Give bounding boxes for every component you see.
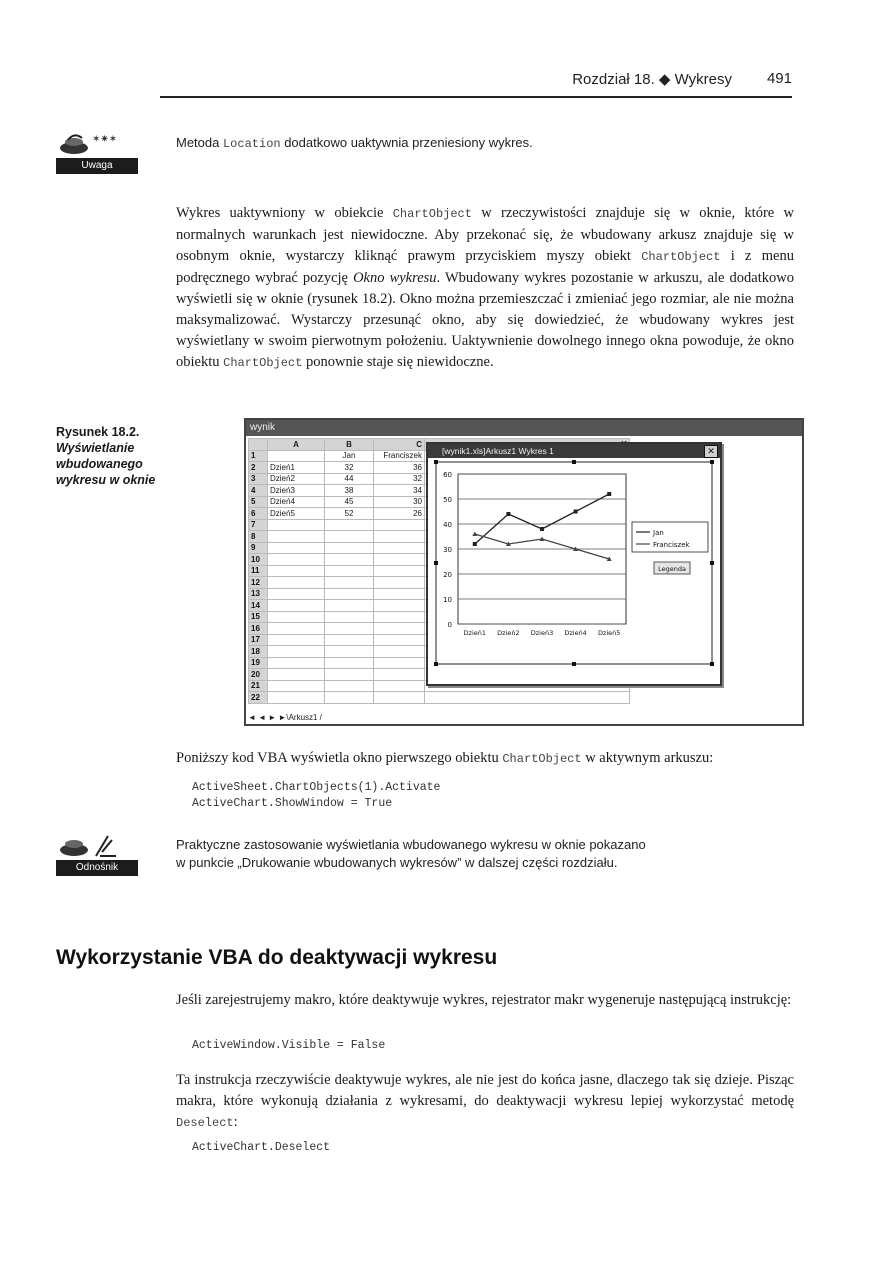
- cell[interactable]: [325, 611, 374, 623]
- section-heading: Wykorzystanie VBA do deaktywacji wykresu: [56, 946, 498, 969]
- body-paragraph: [176, 203, 794, 374]
- selection-handle: [710, 561, 714, 565]
- body-paragraph: Jeśli zarejestrujemy makro, które deaktywuje wykres, rejestrator makr wygeneruje następującą instrukcję:: [176, 992, 792, 1008]
- cell[interactable]: [374, 611, 425, 623]
- selection-handle: [572, 460, 576, 464]
- cell[interactable]: 30: [374, 496, 425, 508]
- spreadsheet-title-bar: wynik: [246, 420, 802, 436]
- row-header[interactable]: 6: [249, 508, 268, 520]
- row-header[interactable]: 9: [249, 542, 268, 554]
- code-line: ActiveSheet.ChartObjects(1).Activate: [192, 781, 441, 794]
- note-text-part: dodatkowo uaktywnia przeniesiony wykres.: [280, 135, 533, 150]
- cell[interactable]: [325, 657, 374, 669]
- row-header[interactable]: 14: [249, 600, 268, 612]
- row-header[interactable]: 8: [249, 531, 268, 543]
- text-run: w aktywnym arkuszu:: [581, 750, 714, 766]
- cell[interactable]: 34: [374, 485, 425, 497]
- selection-handle: [434, 561, 438, 565]
- select-all-corner[interactable]: [249, 439, 268, 451]
- note-text: [176, 134, 796, 153]
- note-text: [176, 836, 796, 872]
- cell[interactable]: 52: [325, 508, 374, 520]
- data-point: [473, 542, 477, 546]
- code-block: [192, 1140, 330, 1156]
- cell[interactable]: [325, 692, 374, 704]
- row-header[interactable]: 12: [249, 577, 268, 589]
- row-header[interactable]: 18: [249, 646, 268, 658]
- cell[interactable]: 45: [325, 496, 374, 508]
- cell[interactable]: [425, 692, 630, 704]
- cell[interactable]: 38: [325, 485, 374, 497]
- cell[interactable]: [268, 554, 325, 566]
- legend-button-label: Legenda: [658, 565, 686, 573]
- cell[interactable]: Jan: [325, 450, 374, 462]
- selection-handle: [710, 460, 714, 464]
- cell[interactable]: [268, 669, 325, 681]
- row-header[interactable]: 10: [249, 554, 268, 566]
- selection-handle: [434, 662, 438, 666]
- row-header[interactable]: 13: [249, 588, 268, 600]
- row-header[interactable]: 15: [249, 611, 268, 623]
- cell[interactable]: [374, 554, 425, 566]
- cell[interactable]: [374, 519, 425, 531]
- body-paragraph: [176, 1070, 794, 1134]
- cell[interactable]: [374, 669, 425, 681]
- cell[interactable]: [325, 600, 374, 612]
- cell[interactable]: [268, 519, 325, 531]
- note-icon: [56, 130, 138, 174]
- cell[interactable]: Dzień3: [268, 485, 325, 497]
- data-point: [506, 512, 510, 516]
- text-run: :: [233, 1114, 238, 1130]
- cell[interactable]: [374, 588, 425, 600]
- note-text-part: Metoda: [176, 135, 223, 150]
- cell[interactable]: [325, 634, 374, 646]
- code-line: ActiveChart.Deselect: [192, 1141, 331, 1154]
- cell[interactable]: [374, 646, 425, 658]
- note-line: Praktyczne zastosowanie wyświetlania wbudowanego wykresu w oknie pokazano: [176, 837, 646, 852]
- chart-window[interactable]: [426, 442, 722, 686]
- row-header[interactable]: 19: [249, 657, 268, 669]
- y-tick-label: 0: [447, 621, 452, 629]
- line-chart: [428, 458, 720, 684]
- cell[interactable]: 32: [374, 473, 425, 485]
- text-run: Wykres uaktywniony w obiekcie: [176, 205, 393, 221]
- note-label: Odnośnik: [56, 860, 138, 876]
- code-line: ActiveChart.ShowWindow = True: [192, 797, 393, 810]
- x-tick-label: Dzień5: [597, 629, 621, 637]
- cell[interactable]: [374, 600, 425, 612]
- wizard-icon: [56, 832, 138, 858]
- cell[interactable]: [268, 634, 325, 646]
- legend-entry: Jan: [653, 529, 664, 537]
- cell[interactable]: [268, 657, 325, 669]
- reference-icon: [56, 832, 138, 876]
- column-header-a[interactable]: A: [268, 439, 325, 451]
- cell[interactable]: [325, 680, 374, 692]
- data-point: [540, 527, 544, 531]
- cell[interactable]: [325, 588, 374, 600]
- row-header[interactable]: 1: [249, 450, 268, 462]
- text-run: w rzeczywistości znajduje się w oknie, które w normalnych warunkach jest niewidoczne. Aby przekonać się, że wbudowany arkusz znajduje się w osobnym oknie, wystarczy kliknąć prawym przyciskiem myszy obiekt: [176, 205, 794, 264]
- row-header[interactable]: 4: [249, 485, 268, 497]
- menu-item-reference: Okno wykresu: [353, 270, 437, 286]
- selection-handle: [572, 662, 576, 666]
- text-run: . Wbudowany wykres pozostanie w arkuszu, ale dodatkowo wyświetli się w oknie (rysunek 18.2). Okno można przemieszczać i zmieniać jego rozmiar, ale nie można maksymalizować. Wystarczy przesunąć okno, aby się dowiedzieć, że wbudowany wykres jest wyświetlany w swoim pierwotnym położeniu. Uaktywnienie dowolnego innego okna powoduje, że okno obiektu: [176, 270, 794, 370]
- row-header[interactable]: 20: [249, 669, 268, 681]
- legend-entry: Franciszek: [653, 541, 690, 549]
- cell[interactable]: [374, 623, 425, 635]
- inline-code: ChartObject: [392, 207, 472, 221]
- code-block: [192, 1038, 385, 1054]
- x-tick-label: Dzień3: [530, 629, 554, 637]
- cell[interactable]: Dzień5: [268, 508, 325, 520]
- row-header[interactable]: 16: [249, 623, 268, 635]
- column-header-c[interactable]: C: [374, 439, 425, 451]
- cell[interactable]: Dzień1: [268, 462, 325, 474]
- cell[interactable]: 32: [325, 462, 374, 474]
- cell[interactable]: Dzień2: [268, 473, 325, 485]
- cell[interactable]: [374, 680, 425, 692]
- cell[interactable]: [268, 450, 325, 462]
- cell[interactable]: [374, 692, 425, 704]
- inline-code: Deselect: [176, 1116, 234, 1130]
- cell[interactable]: [325, 623, 374, 635]
- cell[interactable]: [268, 531, 325, 543]
- sheet-tab[interactable]: ◄ ◄ ► ►\Arkusz1 /: [248, 713, 326, 722]
- figure-number: Rysunek 18.2.: [56, 425, 140, 439]
- wizard-icon: [56, 130, 138, 156]
- cell[interactable]: [325, 519, 374, 531]
- code-line: ActiveWindow.Visible = False: [192, 1039, 386, 1052]
- cell[interactable]: Franciszek: [374, 450, 425, 462]
- cell[interactable]: [268, 588, 325, 600]
- cell[interactable]: [374, 542, 425, 554]
- svg-text:✶✷✶: ✶✷✶: [92, 134, 118, 145]
- cell[interactable]: [268, 542, 325, 554]
- text-run: i z menu podręcznego wybrać pozycję: [176, 248, 794, 286]
- row-header[interactable]: 21: [249, 680, 268, 692]
- cell[interactable]: [268, 611, 325, 623]
- text-run: ponownie staje się niewidoczne.: [302, 354, 494, 370]
- x-tick-label: Dzień1: [463, 629, 487, 637]
- y-tick-label: 10: [443, 596, 452, 604]
- cell[interactable]: [325, 646, 374, 658]
- chart-window-title: [wynik1.xls]Arkusz1 Wykres 1: [428, 444, 720, 458]
- cell[interactable]: [268, 577, 325, 589]
- cell[interactable]: [374, 565, 425, 577]
- page-number: 491: [766, 70, 792, 87]
- inline-code: ChartObject: [502, 752, 582, 766]
- figure-description: Wyświetlanie wbudowanego wykresu w oknie: [56, 441, 156, 487]
- cell[interactable]: [268, 692, 325, 704]
- running-header: [160, 62, 792, 98]
- cell[interactable]: 26: [374, 508, 425, 520]
- cell[interactable]: 36: [374, 462, 425, 474]
- cell[interactable]: [325, 542, 374, 554]
- cell[interactable]: [325, 577, 374, 589]
- inline-code: ChartObject: [223, 356, 303, 370]
- row-header[interactable]: 11: [249, 565, 268, 577]
- figure-caption: [56, 424, 186, 488]
- inline-code: Location: [222, 137, 281, 151]
- cell[interactable]: Dzień4: [268, 496, 325, 508]
- note-line: w punkcie „Drukowanie wbudowanych wykresów” w dalszej części rozdziału.: [176, 855, 618, 870]
- cell[interactable]: [374, 577, 425, 589]
- row-header[interactable]: 17: [249, 634, 268, 646]
- data-point: [574, 510, 578, 514]
- y-tick-label: 40: [443, 521, 452, 529]
- cell[interactable]: [268, 600, 325, 612]
- row-header[interactable]: 22: [249, 692, 268, 704]
- cell[interactable]: [268, 623, 325, 635]
- cell[interactable]: [374, 634, 425, 646]
- inline-code: ChartObject: [641, 250, 721, 264]
- row-header[interactable]: 7: [249, 519, 268, 531]
- note-label: Uwaga: [56, 158, 138, 174]
- spreadsheet-row: [249, 692, 630, 704]
- selection-handle: [434, 460, 438, 464]
- cell[interactable]: [268, 646, 325, 658]
- row-header[interactable]: 5: [249, 496, 268, 508]
- y-tick-label: 20: [443, 571, 452, 579]
- text-run: Poniższy kod VBA wyświetla okno pierwszego obiektu: [176, 750, 503, 766]
- cell[interactable]: [268, 565, 325, 577]
- y-tick-label: 60: [443, 471, 452, 479]
- cell[interactable]: [374, 531, 425, 543]
- chapter-title: Rozdział 18. ◆ Wykresy: [572, 71, 732, 88]
- row-header[interactable]: 3: [249, 473, 268, 485]
- cell[interactable]: [374, 657, 425, 669]
- cell[interactable]: [268, 680, 325, 692]
- cell[interactable]: 44: [325, 473, 374, 485]
- x-tick-label: Dzień2: [497, 629, 520, 637]
- figure-screenshot: [244, 418, 804, 726]
- column-header-b[interactable]: B: [325, 439, 374, 451]
- y-tick-label: 30: [443, 546, 452, 554]
- row-header[interactable]: 2: [249, 462, 268, 474]
- y-tick-label: 50: [443, 496, 452, 504]
- cell[interactable]: [325, 565, 374, 577]
- text-run: Ta instrukcja rzeczywiście deaktywuje wykres, ale nie jest do końca jasne, dlaczego tak się dzieje. Pisząc makra, które wykonują działania z wykresami, do deaktywacji wykresu lepiej wykorzystać metodę: [176, 1072, 794, 1109]
- cell[interactable]: [325, 531, 374, 543]
- x-tick-label: Dzień4: [564, 629, 587, 637]
- code-block: [192, 780, 440, 812]
- data-point: [607, 492, 611, 496]
- selection-handle: [710, 662, 714, 666]
- close-icon[interactable]: ✕: [704, 445, 718, 458]
- cell[interactable]: [325, 554, 374, 566]
- body-paragraph: [176, 748, 816, 769]
- cell[interactable]: [325, 669, 374, 681]
